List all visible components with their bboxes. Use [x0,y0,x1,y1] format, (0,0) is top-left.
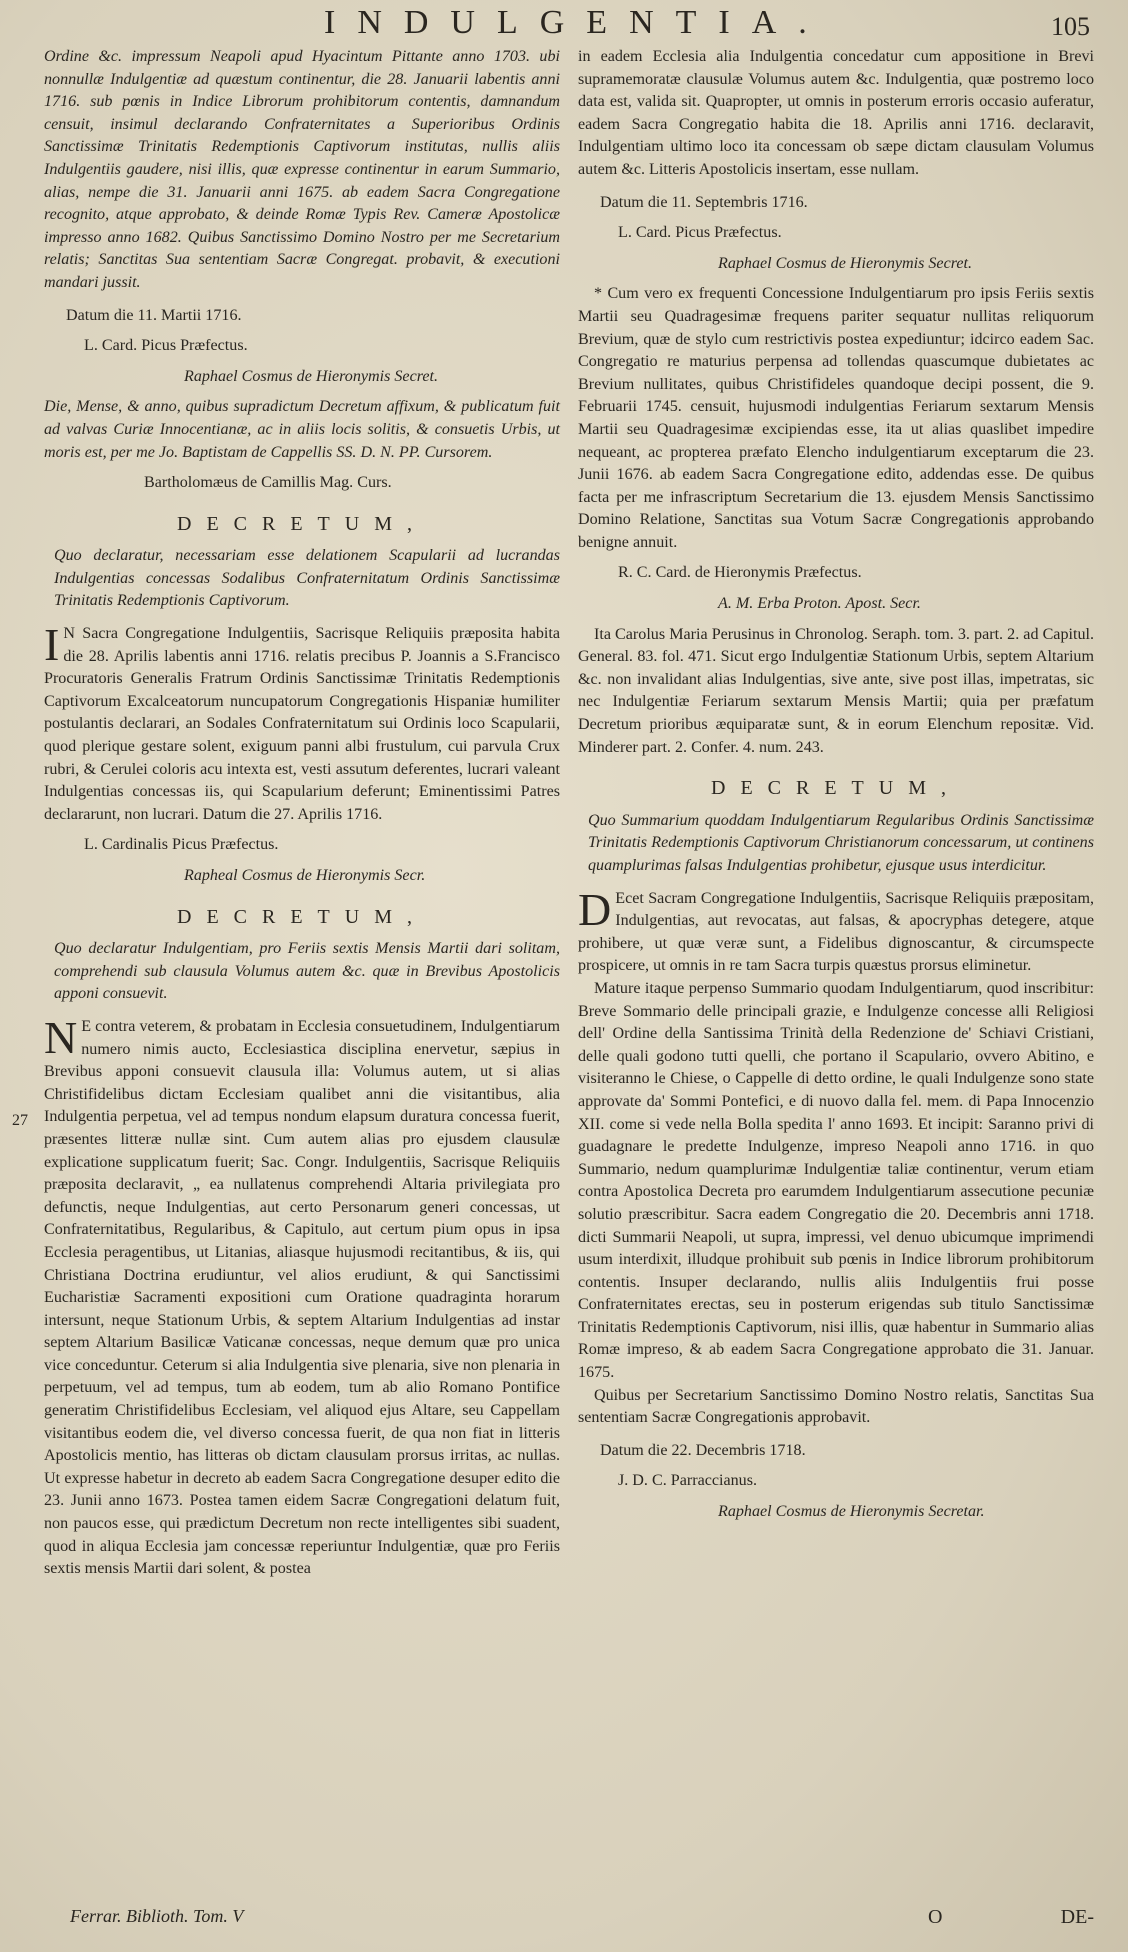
signature: J. D. C. Parraccianus. [618,1472,757,1490]
section-heading: DECRETUM, [711,777,961,800]
section-subtitle: Quo declaratur Indulgentiam, pro Feriis sextis Mensis Martii dari solitam, comprehendi sub clausula Volumus autem &c. quæ in Brevibus Apostolicis apponi consuevit. [54,940,560,1003]
signature: Raphael Cosmus de Hieronymis Secret. [184,367,439,385]
paragraph: Quibus per Secretarium Sanctissimo Domino Nostro relatis, Sanctitas Sua sententiam Sacræ Congregationis approbavit. [578,1386,1094,1427]
section-subtitle: Quo declaratur, necessariam esse delationem Scapularii ad lucrandas Indulgentias concessas Sodalibus Confraternitatum Ordinis Sanctissimæ Trinitatis Redemptionis Captivorum. [54,547,560,610]
margin-number: 27 [12,1112,28,1129]
page-footer [44,1906,1094,1936]
paragraph: Die, Mense, & anno, quibus supradictum Decretum affixum, & publicatum fuit ad valvas Curiæ Innocentianæ, ac in aliis locis solitis, & consuetis Urbis, ut moris est, per me Jo. Baptistam de Cappellis SS. D. N. PP. Cursorem. [44,398,560,461]
paragraph: IN Sacra Congregatione Indulgentiis, Sacrisque Reliquiis præposita habita die 28. Aprilis labentis anni 1716. relatis precibus P. Joannis a S.Francisco Procuratoris Generalis Fratrum Ordinis Sanctissimæ Trinitatis Redemptionis Captivorum Excalceatorum nuncupatorum Congregationis Hispaniæ humiliter postulantis declarari, an Sodales Confraternitatum sui Ordinis loco Scapularii, quod plerique gestare solent, exiguum panni albi frustulum, cui parvula Crux rubri, & Cerulei coloris acu intexta est, vesti assutum deferentes, lucrari valeant Indulgentias concessas iis, qui Scapularium deferunt; Eminentissimi Patres declararunt, non lucrari. Datum die 27. Aprilis 1716. [44,619,560,823]
text-columns [44,46,1094,1581]
paragraph: Mature itaque perpenso Summario quodam Indulgentiarum, quod inscribitur: Breve Sommario delle principali grazie, e Indulgenze concesse alli Religiosi dell' Ordine della Santissima Trinità della Redenzione de' Schiavi Cristiani, delle quali godono tutti quelli, che portano il Scapulario, ovvero Abitino, e visiteranno le Chiese, o Cappelle di detto ordine, le quali Indulgenze sono state approvate da' Sommi Pontefici, e di nuovo dalla fel. mem. di Papa Innocenzio XII. come si vede nella Bolla spedita l' anno 1693. Et incipit: Saranno privi di guadagnare le predette Indulgenze, impreso Neapoli anno 1716. in quo Summario, nedum quamplurimæ Indulgentiæ taliæ continentur, verum etiam contra Apostolica Decreta pro earumdem Indulgentiarum assecutione pecuniæ solutio præscribitur. Sacra eadem Congregatio die 20. Decembris anni 1718. dicti Summarii Neapoli, ut supra, impressi, vel denuo ubicumque imprimendi usum interdixit, illudque prohibuit sub pœnis in Indice librorum prohibitorum contentis. Insuper declarando, nullis aliis Indulgentiis frui posse Confraternitates erectas, seu in posterum erigendas sub titulo Sanctissimæ Trinitatis Redemptionis Captivorum, nisi illis, quæ habentur in Summario alias Romæ impreso, & ab eadem Sacra Congregatione approbato die 31. Januar. 1675. [578,979,1094,1382]
paragraph: in eadem Ecclesia alia Indulgentia concedatur cum appositione in Brevi supramemoratæ clausulæ Volumus autem &c. Indulgentia, quæ postremo loco data est, valida sit. Quapropter, ut omnis in posterum erroris occasio auferatur, eadem Sacra Congregatio habita die 18. Aprilis anni 1716. declaravit, Indulgentiam ultimo loco ita concessam ob sæpe dictam clausulam Volumus autem &c. Litteris Apostolicis insertam, esse nullam. [578,48,1094,178]
date-line: Datum die 11. Martii 1716. [66,306,242,324]
signature: Rapheal Cosmus de Hieronymis Secr. [184,867,426,884]
catchword: DE- [1060,1906,1094,1928]
signature: L. Card. Picus Præfectus. [84,337,248,355]
date-line: Datum die 11. Septembris 1716. [600,193,808,211]
running-head [44,6,1094,46]
signature: L. Card. Picus Præfectus. [618,224,782,242]
signature: Raphael Cosmus de Hieronymis Secretar. [718,1503,985,1521]
right-column [578,46,1094,1581]
paragraph: Ordine &c. impressum Neapoli apud Hyacintum Pittante anno 1703. ubi nonnullæ Indulgentiæ ad quæstum continentur, die 28. Januarii labentis anni 1716. sub pœnis in Indice Librorum prohibitorum contentis, damnandum censuit, insimul declarando Confraternitates a Superioribus Ordinis Sanctissimæ Trinitatis Redemptionis Captivorum institutas, nullis aliis Indulgentiis gaudere, nisi illis, quæ expresse continentur in earum Summario, alias, nempe die 31. Januarii anni 1675. ab eadem Sacra Congregatione recognito, atque approbato, & deinde Romæ Typis Rev. Cameræ Apostolicæ impresso anno 1682. Quibus Sanctissimo Domino Nostro per me Secretarium relatis; Sanctitas Sua sententiam Sacræ Congregat. probavit, & executioni mandari jussit. [44,48,560,291]
signature: L. Cardinalis Picus Præfectus. [84,836,279,854]
paragraph: DEcet Sacram Congregatione Indulgentiis, Sacrisque Reliquiis præpositam, Indulgentias, aut revocatas, aut falsas, & apocryphas detegere, atque prohibere, ut quæ veræ sunt, a Fidelibus dignoscantur, & circumspecte prospicere, ut omnis in re tam Sacra turpis quæstus prorsus eliminetur. [578,883,1094,975]
section-subtitle: Quo Summarium quoddam Indulgentiarum Regularibus Ordinis Sanctissimæ Trinitatis Redemptionis Captivorum Christianorum concessarum, ut continens quamplurimas falsas Indulgentias prohibetur, ejusque usus interdicitur. [588,811,1094,874]
signature: Bartholomæus de Camillis Mag. Curs. [144,474,392,492]
footer-mark: O [928,1906,943,1928]
paragraph: Ita Carolus Maria Perusinus in Chronolog. Seraph. tom. 3. part. 2. ad Capitul. General. 83. fol. 471. Sicut ergo Indulgentiæ Stationum Urbis, septem Altarium &c. non invalidant alias Indulgentias, sive ante, sive post illas, impetratas, sic nec Indulgentiæ Feriarum sextarum Mensis Martii; quia per præfatum Decretum prioribus æquiparatæ sunt, & in eorum Elenchum repositæ. Vid. Minderer part. 2. Confer. 4. num. 243. [578,625,1094,756]
signature: Raphael Cosmus de Hieronymis Secret. [718,254,973,272]
left-column [44,46,560,1581]
signature: R. C. Card. de Hieronymis Præfectus. [618,564,862,582]
paragraph: NE contra veterem, & probatam in Ecclesia consuetudinem, Indulgentiarum numero nimis aucto, Ecclesiastica disciplina enervetur, sæpius in Brevibus apponi consuevit clausula illa: Volumus autem, ut si alias Christifidelibus dictam Ecclesiam qualibet anni die visitantibus, alia Indulgentia perpetua, vel ad tempus nondum elapsum duratura concessa fuerit, præsentes litteræ nullæ sint. Cum autem alias pro ejusdem clausulæ explicatione supplicatum fuerit; Sac. Congr. Indulgentiis, Sacrisque Reliquiis præposita declaravit, „ ea nullatenus comprehendi Altaria privilegiata pro defunctis, neque Indulgentias, aut certo Personarum generi concessas, ut Confraternitatibus, Regularibus, & Capitulo, aut certum pium opus in ipsa Ecclesia peragentibus, ut Litanias, aliasque hujusmodi recitantibus, & iis, qui Christiana Doctrina erudiuntur, vel alios erudiunt, & qui Sanctissimi Eucharistiæ Sacramenti expositioni cum Oratione quadraginta horarum intersunt, neque Stationum Urbis, & septem Altarium Indulgentias ad instar septem Altarium Basilicæ Vaticanæ concessas, neque demum quæ pro unica vice conceduntur. Ceterum si alia Indulgentia sive plenaria, sive non plenaria in perpetuum, vel ad tempus, tum ab eodem, tum ab alio Romano Pontifice generatim Christifidelibus Ecclesiam, vel aliquod ejus Altare, seu Cappellam visitantibus eodem die, vel diverso concessa fuerit, de qua non fiat in litteris Apostolicis mentio, has litteras ob dictam clausulam prorsus irritas, ac nullas. Ut expresse habetur in decreto ab eadem Sacra Congregatione desuper edito die 23. Junii anno 1673. Postea tamen eidem Sacræ Congregationi delatum fuit, non paucos esse, qui prædictum Decretum non recte intelligentes sibi suadent, quod in aliqua Ecclesia jam concessæ reperiuntur Indulgentiæ, quæ pro Feriis sextis mensis Martii dari solent, & postea [44,1011,560,1578]
signature-mark: Ferrar. Biblioth. Tom. V [70,1906,244,1926]
date-line: Datum die 22. Decembris 1718. [600,1441,806,1459]
paragraph: * Cum vero ex frequenti Concessione Indulgentiarum pro ipsis Feriis sextis Martii seu Quadragesimæ frequens pariter sequatur nullitas reliquorum Brevium, quæ de stylo cum restrictivis postea expediuntur; idcirco eadem Sac. Congregatio re maturius perpensa ad tollendas quascumque dubietates ac Brevium nullitates, quibus Christifideles quandoque decipi possent, die 9. Februarii 1745. censuit, hujusmodi indulgentias Feriarum sextarum Mensis Martii seu Quadragesimæ excipiendas esse, ita ut alias quaslibet impedire nequeant, ac propterea præfato Elencho indulgentiarum exceptarum die 23. Junii 1676. ab eadem Sacra Congregatione edito, addendas esse. De quibus facta per me infrascriptum Secretarium die 13. ejusdem Mensis Sanctissimo Domino Relatione, Sanctitas sua Votum Sacræ Congregationis approbando benigne annuit. [578,285,1094,551]
running-title: INDULGENTIA. [324,4,829,41]
section-heading: DECRETUM, [177,512,427,535]
section-heading: DECRETUM, [177,905,427,928]
page-number: 105 [1051,12,1090,41]
signature: A. M. Erba Proton. Apost. Secr. [718,595,921,613]
